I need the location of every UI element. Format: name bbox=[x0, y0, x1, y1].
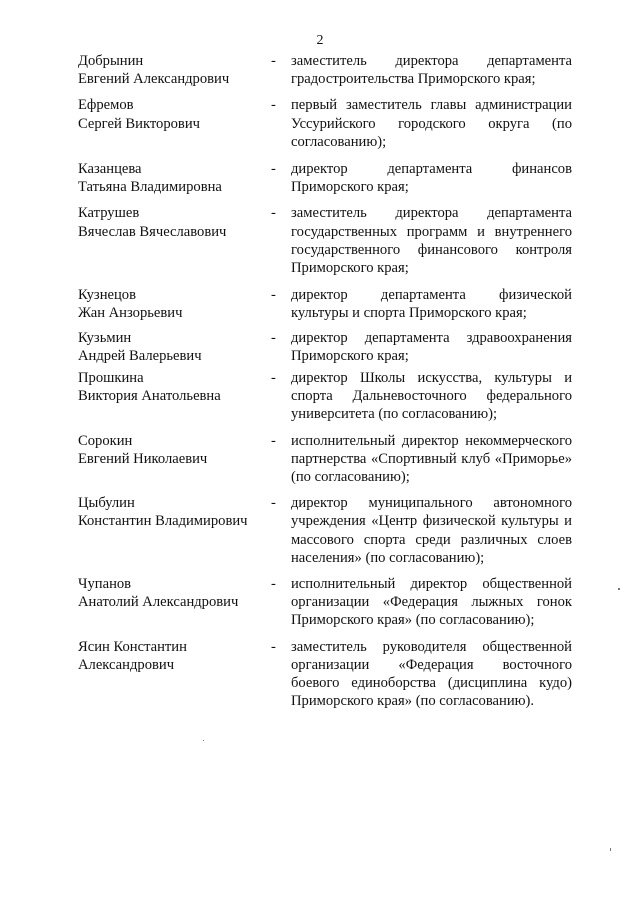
member-role: исполнительный директор общественной организации «Федерация лыжных гонок Приморского края» (по согласованию); bbox=[291, 576, 572, 629]
member-given-names: Евгений Николаевич bbox=[78, 450, 208, 467]
scan-speck bbox=[610, 848, 611, 851]
list-item bbox=[78, 286, 572, 322]
member-given-names: Анатолий Александрович bbox=[78, 594, 239, 611]
list-item bbox=[78, 96, 572, 151]
separator-dash: - bbox=[271, 161, 276, 178]
member-role: директор департамента здравоохранения Приморского края; bbox=[291, 329, 572, 364]
separator-dash: - bbox=[271, 53, 276, 69]
member-surname: Цыбулин bbox=[78, 495, 135, 512]
member-surname: Прошкина bbox=[78, 370, 144, 387]
member-role: исполнительный директор некоммерческого партнерства «Спортивный клуб «Приморье» (по согласованию); bbox=[291, 432, 572, 486]
member-role: заместитель директора департамента государственных программ и внутреннего государственного финансового контроля Приморского края; bbox=[291, 205, 572, 277]
member-surname: Ефремов bbox=[78, 97, 134, 114]
member-name bbox=[78, 494, 268, 530]
list-item bbox=[78, 52, 572, 88]
member-name bbox=[78, 52, 268, 88]
scan-speck bbox=[618, 588, 620, 590]
member-name bbox=[78, 638, 268, 674]
member-role: заместитель директора департамента градостроительства Приморского края; bbox=[291, 53, 572, 88]
member-role: директор департамента физической культуры и спорта Приморского края; bbox=[291, 287, 572, 322]
member-name bbox=[78, 432, 268, 468]
member-given-names: Евгений Александрович bbox=[78, 71, 230, 88]
member-given-names: Вячеслав Вячеславович bbox=[78, 223, 227, 240]
member-surname: Казанцева bbox=[78, 161, 142, 178]
member-name bbox=[78, 575, 268, 611]
member-name bbox=[78, 369, 268, 405]
separator-dash: - bbox=[271, 329, 276, 346]
scan-speck bbox=[203, 740, 204, 741]
member-given-names: Сергей Викторович bbox=[78, 115, 200, 132]
list-item bbox=[78, 204, 572, 277]
list-item bbox=[78, 638, 572, 711]
member-surname: Катрушев bbox=[78, 205, 140, 222]
member-given-names: Татьяна Владимировна bbox=[78, 179, 222, 196]
member-role: первый заместитель главы администрации Уссурийского городского округа (по согласованию); bbox=[291, 97, 572, 150]
member-surname: Ясин Константин bbox=[78, 638, 187, 655]
member-surname: Добрынин bbox=[78, 53, 144, 69]
member-list bbox=[78, 52, 572, 711]
page-number: 2 bbox=[316, 33, 324, 48]
member-surname: Кузьмин bbox=[78, 329, 132, 346]
list-item bbox=[78, 160, 572, 196]
separator-dash: - bbox=[271, 495, 276, 512]
member-name bbox=[78, 286, 268, 322]
member-role: директор департамента финансов Приморского края; bbox=[291, 161, 572, 196]
member-surname: Сорокин bbox=[78, 432, 133, 449]
separator-dash: - bbox=[271, 287, 276, 304]
separator-dash: - bbox=[271, 432, 276, 449]
list-item bbox=[78, 494, 572, 567]
member-role: заместитель руководителя общественной организации «Федерация восточного боевого единоборства (дисциплина кудо) Приморского края» (по согласованию). bbox=[291, 638, 572, 710]
member-given-names: Константин Владимирович bbox=[78, 513, 248, 530]
member-role: директор муниципального автономного учреждения «Центр физической культуры и массового спорта среди различных слоев населения» (по согласованию); bbox=[291, 495, 572, 566]
separator-dash: - bbox=[271, 205, 276, 222]
member-name bbox=[78, 329, 268, 365]
member-name bbox=[78, 204, 268, 240]
list-item bbox=[78, 575, 572, 630]
member-name bbox=[78, 160, 268, 196]
separator-dash: - bbox=[271, 638, 276, 655]
member-surname: Чупанов bbox=[78, 576, 132, 593]
member-given-names: Жан Анзорьевич bbox=[78, 305, 183, 322]
member-role: директор Школы искусства, культуры и спорта Дальневосточного федерального университета (по согласованию); bbox=[291, 370, 572, 423]
separator-dash: - bbox=[271, 576, 276, 593]
member-given-names: Александрович bbox=[78, 656, 175, 673]
separator-dash: - bbox=[271, 97, 276, 114]
member-given-names: Виктория Анатольевна bbox=[78, 388, 221, 405]
list-item bbox=[78, 329, 572, 365]
separator-dash: - bbox=[271, 370, 276, 387]
member-surname: Кузнецов bbox=[78, 287, 136, 304]
member-name bbox=[78, 96, 268, 132]
list-item bbox=[78, 369, 572, 424]
member-given-names: Андрей Валерьевич bbox=[78, 347, 202, 364]
list-item bbox=[78, 432, 572, 487]
